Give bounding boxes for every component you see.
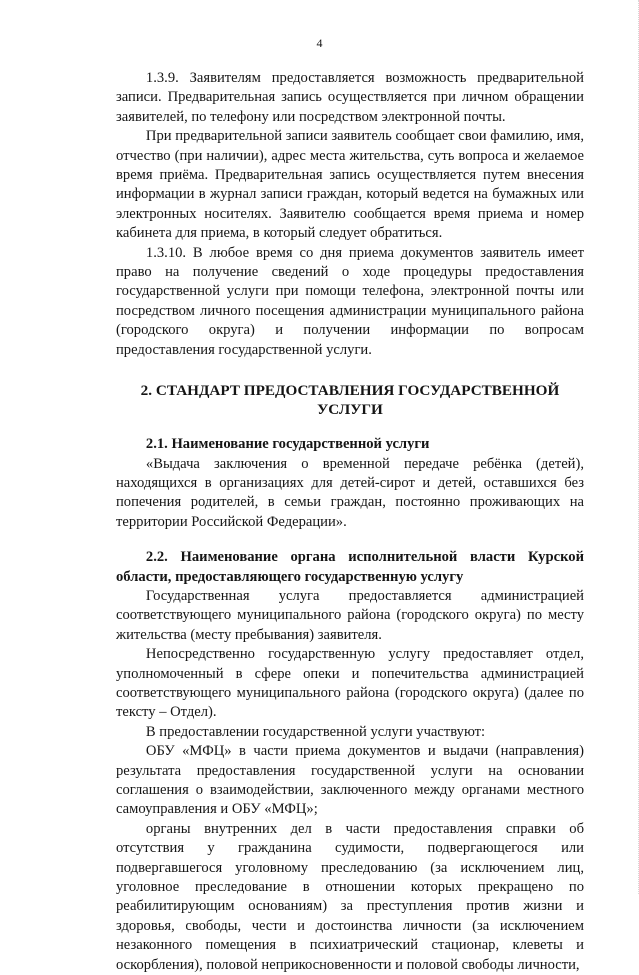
paragraph-preliminary-record: При предварительной записи заявитель сообщает свои фамилию, имя, отчество (при наличии), адрес места жительства, суть вопроса и желаемое время приёма. Предварительная запись осуществляется путем внесения информации в журнал записи граждан, который ведется на бумажных или электронных носителях. Заявителю сообщается время приема и номер кабинета для приема, в который следует обратиться. bbox=[116, 128, 584, 242]
subsection-2-2-paragraph: Государственная услуга предоставляется администрацией соответствующего муниципального района (городского округа) по месту жительства (месту пребывания) заявителя. bbox=[116, 587, 584, 643]
paragraph-1-3-9: 1.3.9. Заявителям предоставляется возможность предварительной записи. Предварительная запись осуществляется при личном обращении заявителей, по телефону или посредством электронной почты. bbox=[116, 70, 584, 125]
subsection-2-2-paragraph: органы внутренних дел в части предоставления справки об отсутствия у гражданина судимости, подвергающегося или подвергавшегося уголовному преследованию (за исключением лиц, уголовное преследование в отношении которых прекращено по реабилитирующим основаниям) за преступления против жизни и здоровья, свободы, чести и достоинства личности (за исключением незаконного помещения в психиатрический стационар, клеветы и оскорбления), половой неприкосновенности и половой свободы личности, bbox=[116, 820, 584, 973]
subsection-2-2-paragraph: В предоставлении государственной услуги участвуют: bbox=[145, 723, 486, 740]
paragraph-1-3-10: 1.3.10. В любое время со дня приема документов заявитель имеет право на получение сведений о ходе процедуры предоставления государственной услуги при помощи телефона, электронной почты или посредством личного посещения администрации муниципального района (городского округа) и получении информации по вопросам предоставления государственной услуги. bbox=[116, 244, 584, 358]
subsection-2-1-text: «Выдача заключения о временной передаче ребёнка (детей), находящихся в организациях для детей-сирот и детей, оставшихся без попечения родителей, в семьи граждан, постоянно проживающих на территории Российской Федерации». bbox=[116, 455, 584, 530]
subsection-2-2-paragraph: Непосредственно государственную услугу предоставляет отдел, уполномоченный в сфере опеки и попечительства администрацией соответствующего муниципального района (городского округа) (далее по тексту – Отдел). bbox=[116, 646, 584, 721]
section-heading: 2. СТАНДАРТ ПРЕДОСТАВЛЕНИЯ ГОСУДАРСТВЕННОЙ УСЛУГИ bbox=[140, 382, 560, 419]
page-number: 4 bbox=[316, 36, 323, 50]
subsection-2-2-paragraph: ОБУ «МФЦ» в части приема документов и выдачи (направления) результата предоставления государственной услуги на основании соглашения о взаимодействии, заключенного между органами местного самоуправления и ОБУ «МФЦ»; bbox=[116, 743, 584, 818]
scan-edge-marks bbox=[620, 0, 639, 894]
subsection-2-1-title: 2.1. Наименование государственной услуги bbox=[145, 436, 430, 453]
document-body bbox=[116, 69, 584, 975]
subsection-2-2-title: 2.2. Наименование органа исполнительной власти Курской области, предоставляющего государственную услугу bbox=[116, 549, 584, 585]
